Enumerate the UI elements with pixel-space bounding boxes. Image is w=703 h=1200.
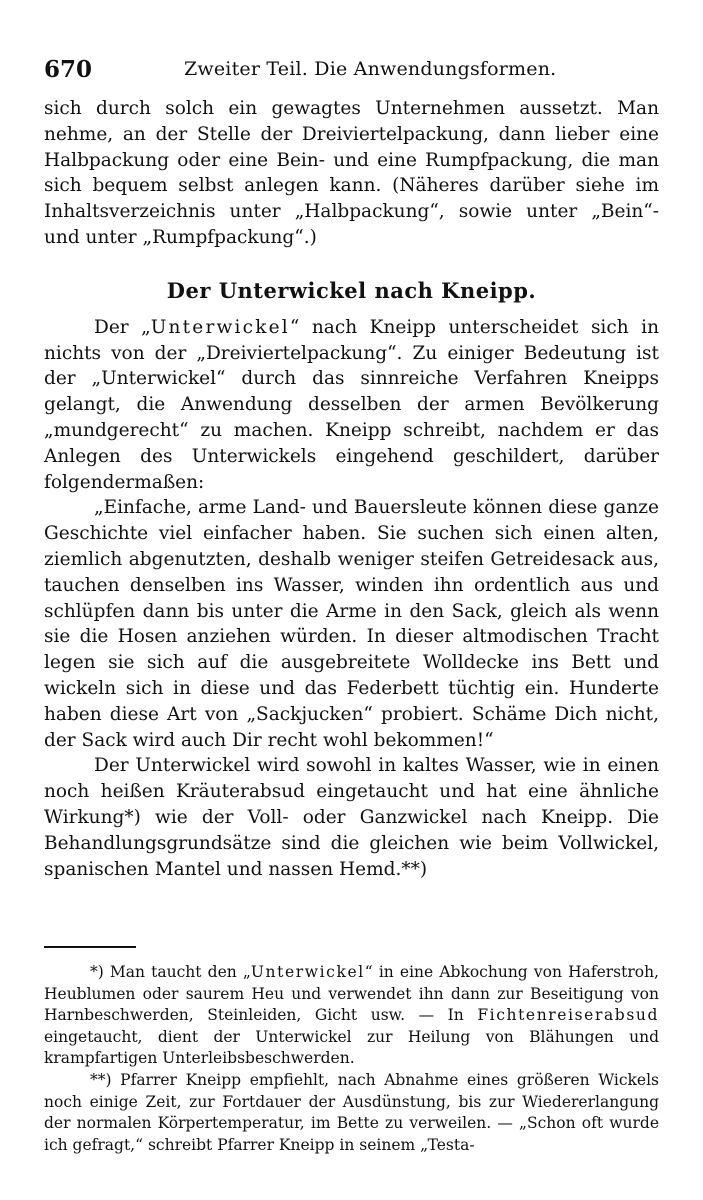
footnotes: [44, 962, 659, 1156]
section-heading: Der Unterwickel nach Kneipp.: [166, 277, 537, 303]
footnote-1-term-unterwickel: Unterwickel: [250, 963, 365, 981]
para1-rest: “ nach Kneipp unterscheidet sich in nichts von der „Dreiviertelpackung“. Zu einiger Bedeutung ist der „Unterwickel“ durch das sinnreiche Verfahren Kneipps gelangt, die Anwendung desselben der armen Bevölkerung „mundgerecht“ zu machen. Kneipp schreibt, nachdem er das Anlegen des Unterwickels eingehend geschildert, darüber folgendermaßen:: [44, 316, 659, 493]
footnote-2: **) Pfarrer Kneipp empfiehlt, nach Abnahme eines größeren Wickels noch einige Zeit, zur Fortdauer der Ausdünstung, bis zur Wiedererlangung der normalen Körpertemperatur, im Bette zu verweilen. — „Schon oft wurde ich gefragt,“ schreibt Pfarrer Kneipp in seinem „Testa-: [44, 1070, 659, 1154]
paragraph-unterwickel-intro: [44, 315, 659, 496]
footnote-divider: [44, 946, 136, 948]
para1-term: Unterwickel: [150, 316, 290, 338]
footnote-1-middle: “ in eine Abkochung von Haferstroh, Heublumen oder saurem Heu und verwendet ihn dann zur Beseitigung von Harnbeschwerden, Steinleiden, Gicht usw. — In: [44, 963, 659, 1025]
page-number: 670: [44, 56, 93, 83]
kneipp-quote: „Einfache, arme Land- und Bauersleute können diese ganze Geschichte viel einfacher haben. Sie suchen sich einen alten, ziemlich abgenutzten, deshalb weniger steifen Getreidesack aus, tauchen denselben ins Wasser, winden ihn ordentlich aus und schlüpfen dann bis unter die Arme in den Sack, gleich als wenn sie die Hosen anziehen würden. In dieser altmodischen Tracht legen sie sich auf die ausgebreitete Wolldecke ins Bett und wickeln sich in diese und das Federbett tüchtig ein. Hunderte haben diese Art von „Sackjucken“ probiert. Schäme Dich nicht, der Sack wird auch Dir recht wohl bekommen!“: [44, 497, 659, 751]
para1-lead: Der „: [94, 316, 151, 338]
running-title: Zweiter Teil. Die Anwendungsformen.: [184, 58, 557, 80]
intro-paragraph: sich durch solch ein gewagtes Unternehmen aussetzt. Man nehme, an der Stelle der Dreiviertelpackung, dann lieber eine Halbpackung oder eine Bein- und eine Rumpfpackung, die man sich bequem selbst anlegen kann. (Näheres darüber siehe im Inhaltsverzeichnis unter „Halbpackung“, sowie unter „Bein“- und unter „Rumpfpackung“.): [44, 98, 659, 248]
footnote-1: [44, 962, 659, 1070]
footnote-1-term-fichtenreiserabsud: Fichtenreiserabsud: [477, 1006, 659, 1025]
main-text: [44, 96, 659, 882]
footnote-1-lead: *) Man taucht den „: [90, 963, 251, 981]
footnote-1-rest: eingetaucht, dient der Unterwickel zur Heilung von Blähungen und krampfartigen Unterleibsbeschwerden.: [44, 1027, 659, 1068]
page-header: [44, 56, 659, 88]
paragraph-unterwickel-usage: Der Unterwickel wird sowohl in kaltes Wasser, wie in einen noch heißen Kräuterabsud eingetaucht und hat eine ähnliche Wirkung*) wie der Voll- oder Ganzwickel nach Kneipp. Die Behandlungsgrundsätze sind die gleichen wie beim Vollwickel, spanischen Mantel und nassen Hemd.**): [44, 755, 659, 880]
